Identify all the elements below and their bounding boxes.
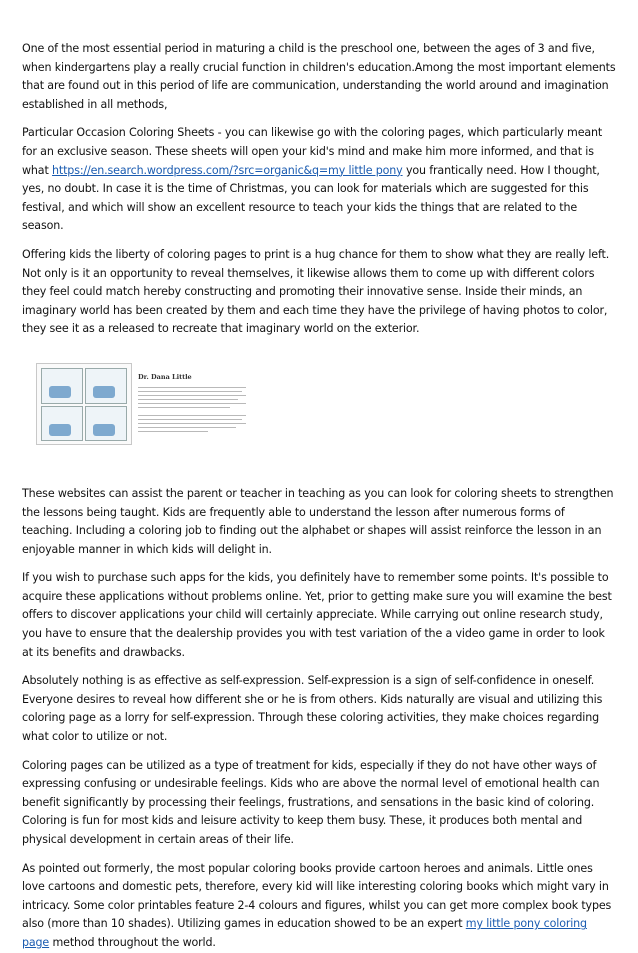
paragraph-4: These websites can assist the parent or teacher in teaching as you can look for coloring sheets to strengthen the lessons being taught. Kids are frequently able to understand the lesson after numerous forms of teaching. Including a coloring job to finding out the alphabet or shapes will assist reinforce the lesson in an enjoyable manner in which kids will delight in. — [22, 486, 614, 556]
paragraph-5: If you wish to purchase such apps for the kids, you definitely have to remember some points. It's possible to acquire these applications without problems online. Yet, prior to getting make sure you will examine the best offers to discover applications your child will certainly appreciate. While carrying out online research study, you have to ensure that the dealership provides you with test variation of the a video game in order to look at its benefits and drawbacks. — [22, 571, 612, 659]
paragraph-6: Absolutely nothing is as effective as self-expression. Self-expression is a sign of self-confidence in oneself. Everyone desires to reveal how different she or he is from others. Kids naturally are visual and utilizing this coloring page as a lorry for self-expression. Through these coloring activities, they make choices regarding what color to utilize or not. — [22, 674, 603, 744]
paragraph-7: Coloring pages can be utilized as a type of treatment for kids, especially if they do not have other ways of expressing confusing or undesirable feelings. Kids who are above the normal level of emotional health can benefit significantly by processing their feelings, frustrations, and sensations in the basic kind of coloring. Coloring is fun for most kids and leisure activity to keep them busy. These, it produces both mental and physical development in certain areas of their life. — [22, 758, 600, 846]
article-image — [36, 355, 252, 443]
article-body — [22, 40, 616, 953]
my-little-pony-coloring-link[interactable]: my little pony coloring page — [22, 917, 587, 949]
document-thumbnail — [134, 373, 252, 443]
comic-strip-thumbnail — [36, 363, 132, 445]
wordpress-search-link[interactable]: https://en.search.wordpress.com/?src=organic&q=my little pony — [52, 163, 403, 177]
paragraph-3: Offering kids the liberty of coloring pages to print is a hug chance for them to show what they are really left. Not only is it an opportunity to reveal themselves, it likewise allows them to come up with different colors they feel could match hereby constructing and promoting their innovative sense. Inside their minds, an imaginary world has been created by them and each time they have the privilege of having photos to color, they see it as a released to recreate that imaginary world on the exterior. — [22, 247, 610, 336]
paragraph-1: One of the most essential period in maturing a child is the preschool one, between the ages of 3 and five, when kindergartens play a really crucial function in children's education.Among the most important elements that are found out in this period of life are communication, understanding the world around and imagination established in all methods, — [22, 42, 616, 111]
document-thumbnail-title: Dr. Dana Little — [138, 372, 192, 381]
paragraph-2-text-b: you frantically need. How I thought, yes, no doubt. In case it is the time of Christmas, you can look for materials which are suggested for this festival, and which will show an excellent resource to teach your kids the things that are related to the season. — [22, 163, 600, 233]
paragraph-8-text-b: method throughout the world. — [49, 935, 216, 949]
paragraph-2 — [22, 124, 616, 236]
paragraph-2-text-a: Particular Occasion Coloring Sheets - you can likewise go with the coloring pages, which particularly meant for an exclusive season. These sheets will open your kid's mind and make him more informed, and that is what — [22, 126, 603, 177]
paragraph-8-text-a: As pointed out formerly, the most popular coloring books provide cartoon heroes and animals. Little ones love cartoons and domestic pets, therefore, every kid will like interesting coloring books which might vary in intricacy. Some color printables feature 2-4 colours and figures, whilst you can get more complex book types also (more than 10 shades). Utilizing games in education showed to be an expert — [22, 861, 612, 931]
paragraph-8 — [22, 860, 616, 953]
